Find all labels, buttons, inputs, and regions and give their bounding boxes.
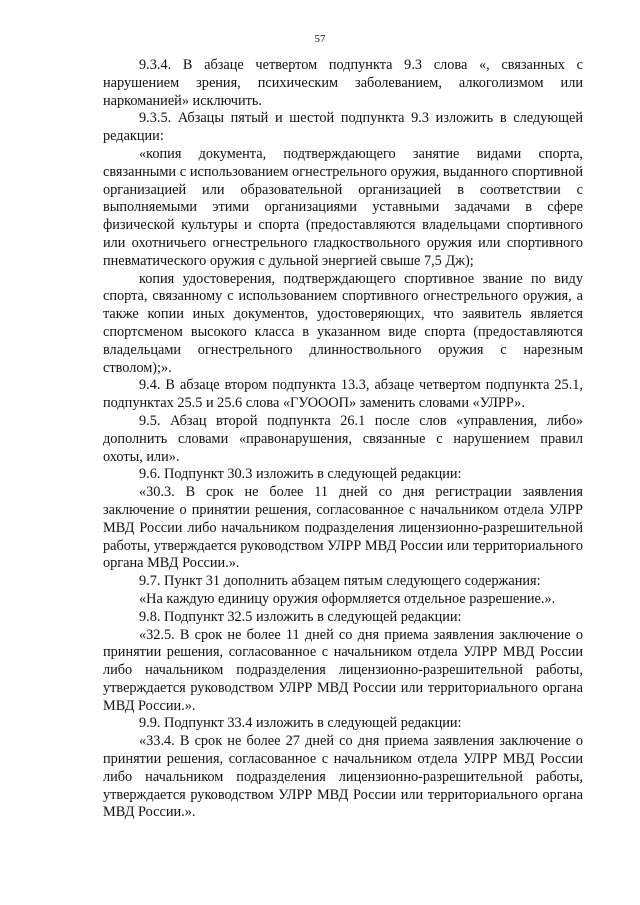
document-body [103,57,583,822]
paragraph-quote-30-3: «30.3. В срок не более 11 дней со дня регистрации заявления заключение о принятии решения, согласованное с начальником отдела УЛРР МВД России либо начальником подразделения лицензионно-разрешительной работы, утверждается руководством УЛРР МВД России или территориального органа МВД России.». [103,484,583,572]
paragraph-quote-sport-title: копия удостоверения, подтверждающего спортивное звание по виду спорта, связанному с использованием спортивного огнестрельного оружия, а также копии иных документов, удостоверяющих, что заявитель является спортсменом высокого класса в указанном виде спорта (предоставляются владельцами огнестрельного длинноствольного оружия с нарезным стволом);». [103,270,583,376]
paragraph-quote-33-4: «33.4. В срок не более 27 дней со дня приема заявления заключение о принятии решения, согласованное с начальником отдела УЛРР МВД России либо начальником подразделения лицензионно-разрешительной работы, утверждается руководством УЛРР МВД России или территориального органа МВД России.». [103,733,583,821]
paragraph-9-3-4: 9.3.4. В абзаце четвертом подпункта 9.3 слова «, связанных с нарушением зрения, психическим заболеванием, алкоголизмом или наркоманией» исключить. [103,57,583,109]
paragraph-quote-32-5: «32.5. В срок не более 11 дней со дня приема заявления заключение о принятии решения, согласованное с начальником отдела УЛРР МВД России либо начальником подразделения лицензионно-разрешительной работы, утверждается руководством УЛРР МВД России или территориального органа МВД России.». [103,626,583,714]
paragraph-9-3-5: 9.3.5. Абзацы пятый и шестой подпункта 9.3 изложить в следующей редакции: [103,110,583,145]
page-number: 57 [314,33,326,45]
paragraph-9-8: 9.8. Подпункт 32.5 изложить в следующей редакции: [139,608,462,625]
paragraph-9-4: 9.4. В абзаце втором подпункта 13.3, абзаце четвертом подпункта 25.1, подпунктах 25.5 и 25.6 слова «ГУОООП» заменить словами «УЛРР». [103,377,583,412]
paragraph-9-6: 9.6. Подпункт 30.3 изложить в следующей редакции: [139,466,462,483]
paragraph-9-5: 9.5. Абзац второй подпункта 26.1 после слов «управления, либо» дополнить словами «правонарушения, связанные с нарушением правил охоты, или». [103,412,583,465]
paragraph-quote-sport-document: «копия документа, подтверждающего занятие видами спорта, связанными с использованием огнестрельного оружия, выданного спортивной организацией или образовательной организацией в соответствии с выполняемыми этими организациями уставными задачами в сфере физической культуры и спорта (предоставляются владельцами спортивного или охотничьего огнестрельного гладкоствольного оружия или спортивного пневматического оружия с дульной энергией свыше 7,5 Дж); [103,145,583,269]
paragraph-quote-permit: «На каждую единицу оружия оформляется отдельное разрешение.». [139,590,556,607]
paragraph-9-7: 9.7. Пункт 31 дополнить абзацем пятым следующего содержания: [139,573,541,590]
paragraph-9-9: 9.9. Подпункт 33.4 изложить в следующей редакции: [139,715,462,732]
